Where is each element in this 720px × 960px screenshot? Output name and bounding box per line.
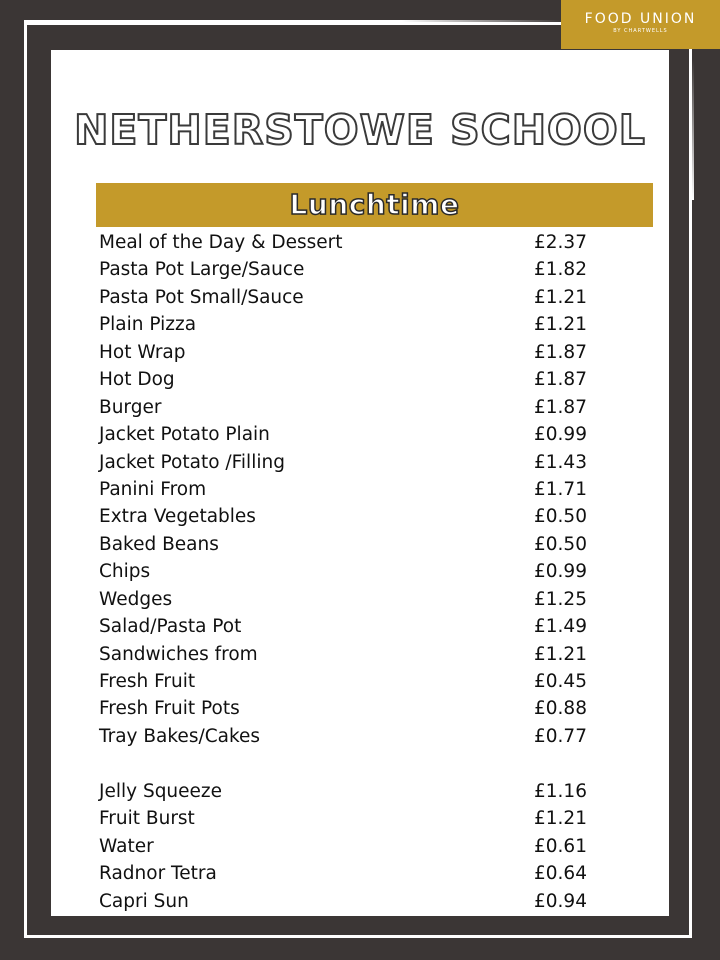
brand-subtitle: BY CHARTWELLS: [613, 28, 668, 34]
page-title: NETHERSTOWE SCHOOL: [74, 106, 646, 154]
item-price: £1.43: [534, 451, 587, 473]
list-item: [99, 339, 599, 366]
item-price: £0.64: [534, 863, 587, 885]
item-name: Fresh Fruit Pots: [99, 698, 240, 720]
list-item: [99, 311, 599, 338]
item-name: Hot Wrap: [99, 341, 186, 363]
item-price: £1.82: [534, 259, 587, 281]
item-price: £1.21: [534, 808, 587, 830]
item-name: Sandwiches from: [99, 643, 258, 665]
item-name: Jacket Potato Plain: [99, 424, 270, 446]
frame-top-highlight: [24, 20, 564, 24]
item-name: Baked Beans: [99, 533, 219, 555]
item-price: £0.99: [534, 561, 587, 583]
item-price: £1.16: [534, 780, 587, 802]
brand-logo: [561, 0, 720, 49]
item-name: Radnor Tetra: [99, 863, 217, 885]
list-item: [99, 366, 599, 393]
item-name: Panini From: [99, 478, 207, 500]
item-price: £1.21: [534, 643, 587, 665]
item-price: £0.94: [534, 890, 587, 912]
item-name: Water: [99, 835, 154, 857]
item-price: £1.25: [534, 588, 587, 610]
item-name: Jelly Squeeze: [99, 780, 223, 802]
list-item: [99, 723, 599, 750]
item-price: £0.61: [534, 835, 587, 857]
item-name: Pasta Pot Small/Sauce: [99, 286, 304, 308]
section-banner: [96, 183, 653, 227]
item-price: £0.77: [534, 725, 587, 747]
item-price: £1.21: [534, 314, 587, 336]
item-name: Meal of the Day & Dessert: [99, 232, 343, 253]
item-name: Jacket Potato /Filling: [99, 451, 285, 473]
list-spacer: [99, 750, 599, 777]
list-item: [99, 613, 599, 640]
item-price: £1.71: [534, 478, 587, 500]
item-price: £0.88: [534, 698, 587, 720]
item-name: Hot Dog: [99, 369, 175, 391]
list-item: [99, 558, 599, 585]
item-name: Wedges: [99, 588, 173, 610]
item-name: Fruit Burst: [99, 808, 195, 830]
item-price: £0.50: [534, 506, 587, 528]
item-price: £2.37: [534, 232, 587, 253]
item-name: Fresh Fruit: [99, 671, 196, 692]
item-name: Extra Vegetables: [99, 506, 256, 528]
list-item: [99, 805, 599, 832]
item-price: £1.49: [534, 616, 587, 638]
item-price: £1.87: [534, 396, 587, 418]
item-name: Capri Sun: [99, 890, 189, 912]
item-name: Salad/Pasta Pot: [99, 616, 242, 638]
item-name: Tray Bakes/Cakes: [99, 725, 261, 747]
price-list: [99, 229, 599, 915]
list-item: [99, 394, 599, 421]
frame-right-highlight: [690, 60, 694, 200]
list-item: [99, 503, 599, 530]
list-item: [99, 229, 599, 256]
item-price: £0.50: [534, 533, 587, 555]
list-item: [99, 695, 599, 722]
list-item: [99, 833, 599, 860]
list-item: [99, 586, 599, 613]
item-name: Chips: [99, 561, 151, 583]
item-price: £1.87: [534, 341, 587, 363]
list-item: [99, 421, 599, 448]
list-item: [99, 256, 599, 283]
list-item: [99, 668, 599, 695]
list-item: [99, 778, 599, 805]
list-item: [99, 284, 599, 311]
list-item: [99, 860, 599, 887]
item-price: £1.87: [534, 369, 587, 391]
list-item: [99, 641, 599, 668]
item-name: Burger: [99, 396, 162, 418]
brand-name: FOOD UNION: [584, 11, 697, 27]
item-price: £1.21: [534, 286, 587, 308]
list-item: [99, 476, 599, 503]
item-price: £0.45: [534, 671, 587, 692]
list-item: [99, 531, 599, 558]
section-title: Lunchtime: [289, 188, 460, 221]
list-item: [99, 449, 599, 476]
item-name: Pasta Pot Large/Sauce: [99, 259, 305, 281]
item-price: £0.99: [534, 424, 587, 446]
list-item: [99, 888, 599, 915]
item-name: Plain Pizza: [99, 314, 197, 336]
